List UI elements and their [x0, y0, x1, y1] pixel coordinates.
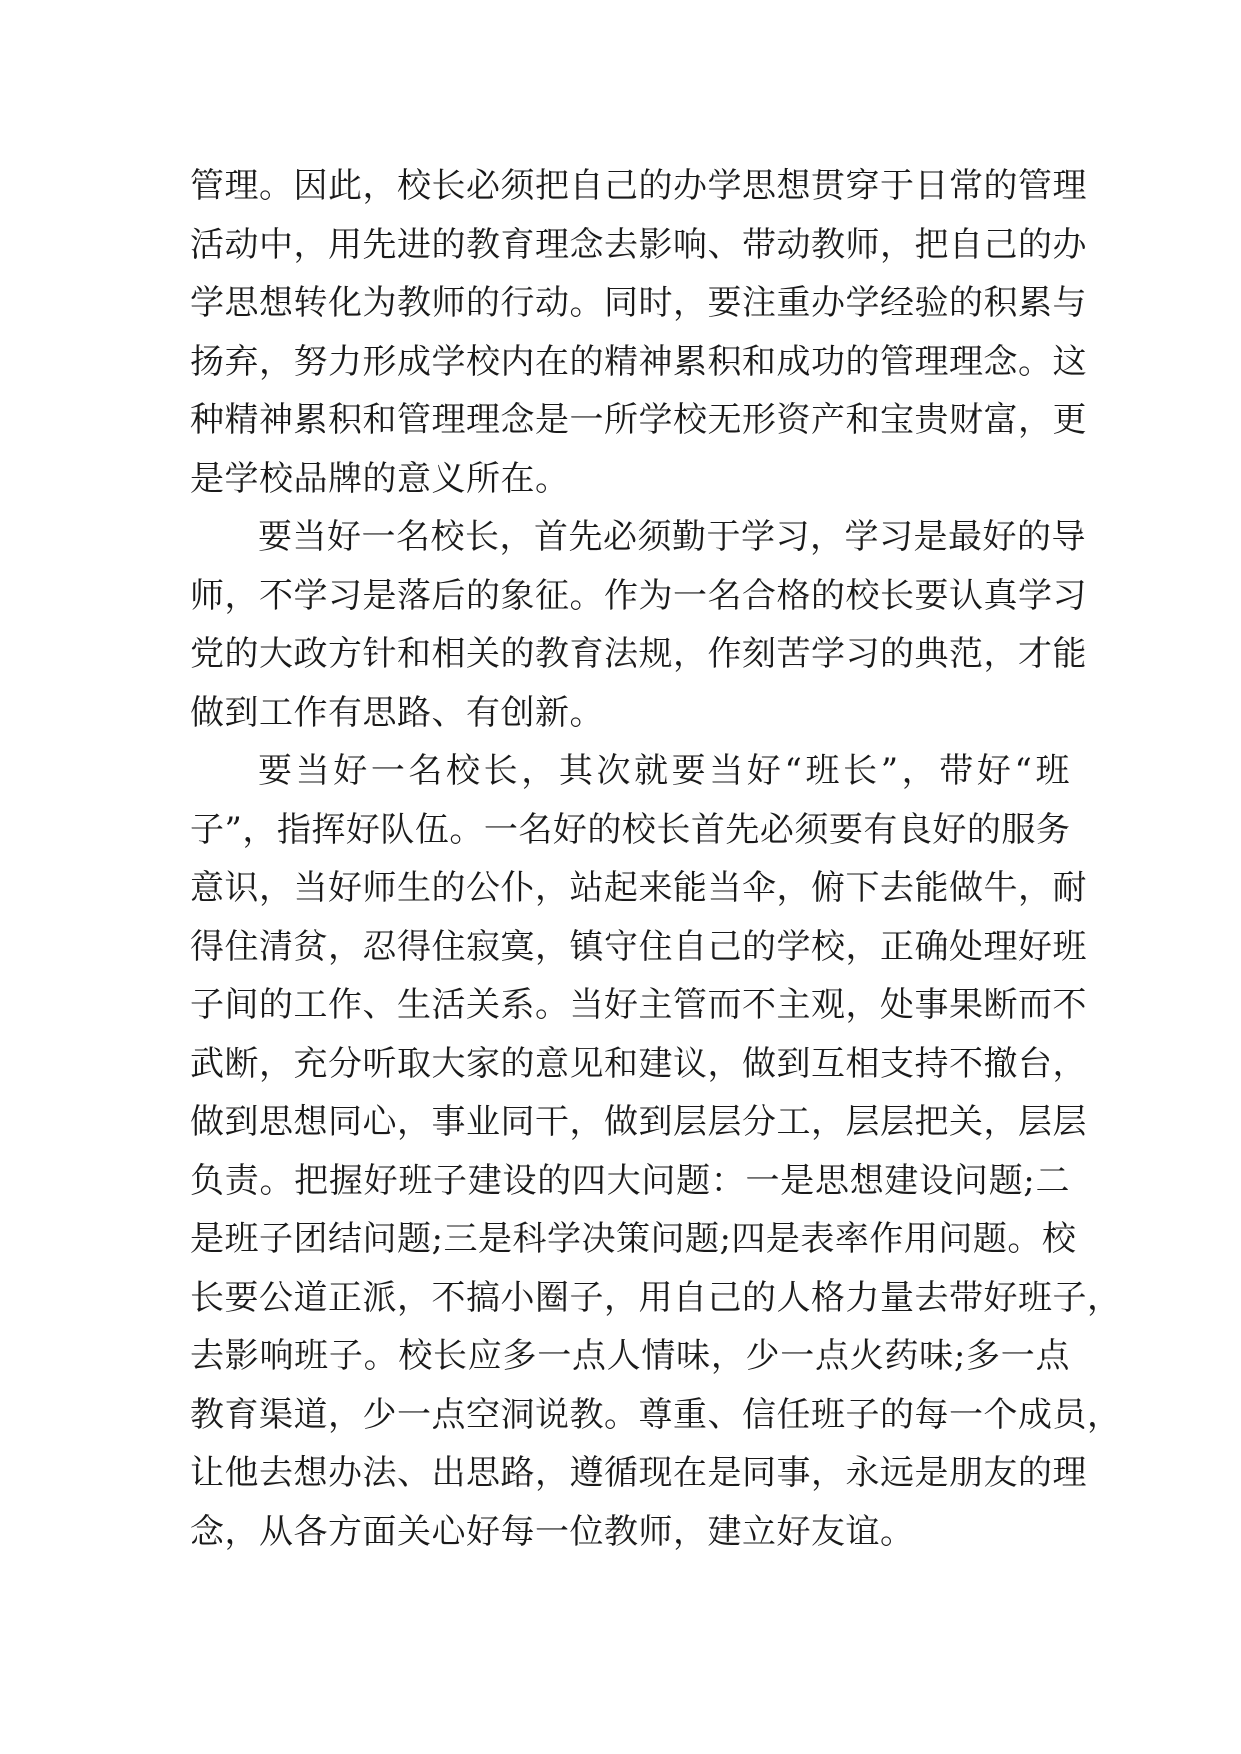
text-line: 党的大政方针和相关的教育法规，作刻苦学习的典范，才能	[190, 634, 1087, 674]
text-line: 得住清贫，忍得住寂寞，镇守住自己的学校，正确处理好班	[190, 926, 1087, 967]
text-line: 意识，当好师生的公仆，站起来能当伞，俯下去能做牛，耐	[190, 868, 1087, 908]
paragraph-2	[190, 508, 1087, 742]
text-line: 是学校品牌的意义所在。	[190, 458, 570, 499]
text-line: 让他去想办法、出思路，遵循现在是同事，永远是朋友的理	[190, 1453, 1087, 1493]
text-line: 去影响班子。校长应多一点人情味，少一点火药味;多一点	[190, 1336, 1070, 1376]
text-line: 扬弃，努力形成学校内在的精神累积和成功的管理理念。这	[190, 341, 1087, 382]
text-line: 长要公道正派，不搞小圈子，用自己的人格力量去带好班子，	[190, 1277, 1122, 1318]
text-line: 念，从各方面关心好每一位教师，建立好友谊。	[190, 1511, 915, 1552]
text-line: 是班子团结问题;三是科学决策问题;四是表率作用问题。校	[190, 1219, 1077, 1259]
paragraph-1	[190, 157, 1087, 508]
text-line: 武断，充分听取大家的意见和建议，做到互相支持不撤台，	[190, 1043, 1087, 1084]
text-line: 管理。因此，校长必须把自己的办学思想贯穿于日常的管理	[190, 166, 1087, 206]
text-line: 做到思想同心，事业同干，做到层层分工，层层把关，层层	[190, 1102, 1087, 1142]
text-line: 教育渠道，少一点空洞说教。尊重、信任班子的每一个成员，	[190, 1394, 1122, 1435]
text-line: 种精神累积和管理理念是一所学校无形资产和宝贵财富，更	[190, 400, 1087, 440]
text-line: 师，不学习是落后的象征。作为一名合格的校长要认真学习	[190, 575, 1087, 616]
text-line: 要当好一名校长，其次就要当好“班长”，带好“班	[258, 751, 1070, 791]
text-line: 活动中，用先进的教育理念去影响、带动教师，把自己的办	[190, 224, 1087, 265]
text-line: 子间的工作、生活关系。当好主管而不主观，处事果断而不	[190, 985, 1087, 1025]
text-line: 负责。把握好班子建设的四大问题：一是思想建设问题;二	[190, 1160, 1070, 1201]
text-line: 要当好一名校长，首先必须勤于学习，学习是最好的导	[258, 517, 1086, 557]
document-body	[190, 157, 1122, 1561]
paragraph-3	[190, 742, 1122, 1561]
text-line: 子”，指挥好队伍。一名好的校长首先必须要有良好的服务	[190, 809, 1071, 850]
text-line: 做到工作有思路、有创新。	[190, 692, 604, 733]
text-line: 学思想转化为教师的行动。同时，要注重办学经验的积累与	[190, 283, 1087, 323]
